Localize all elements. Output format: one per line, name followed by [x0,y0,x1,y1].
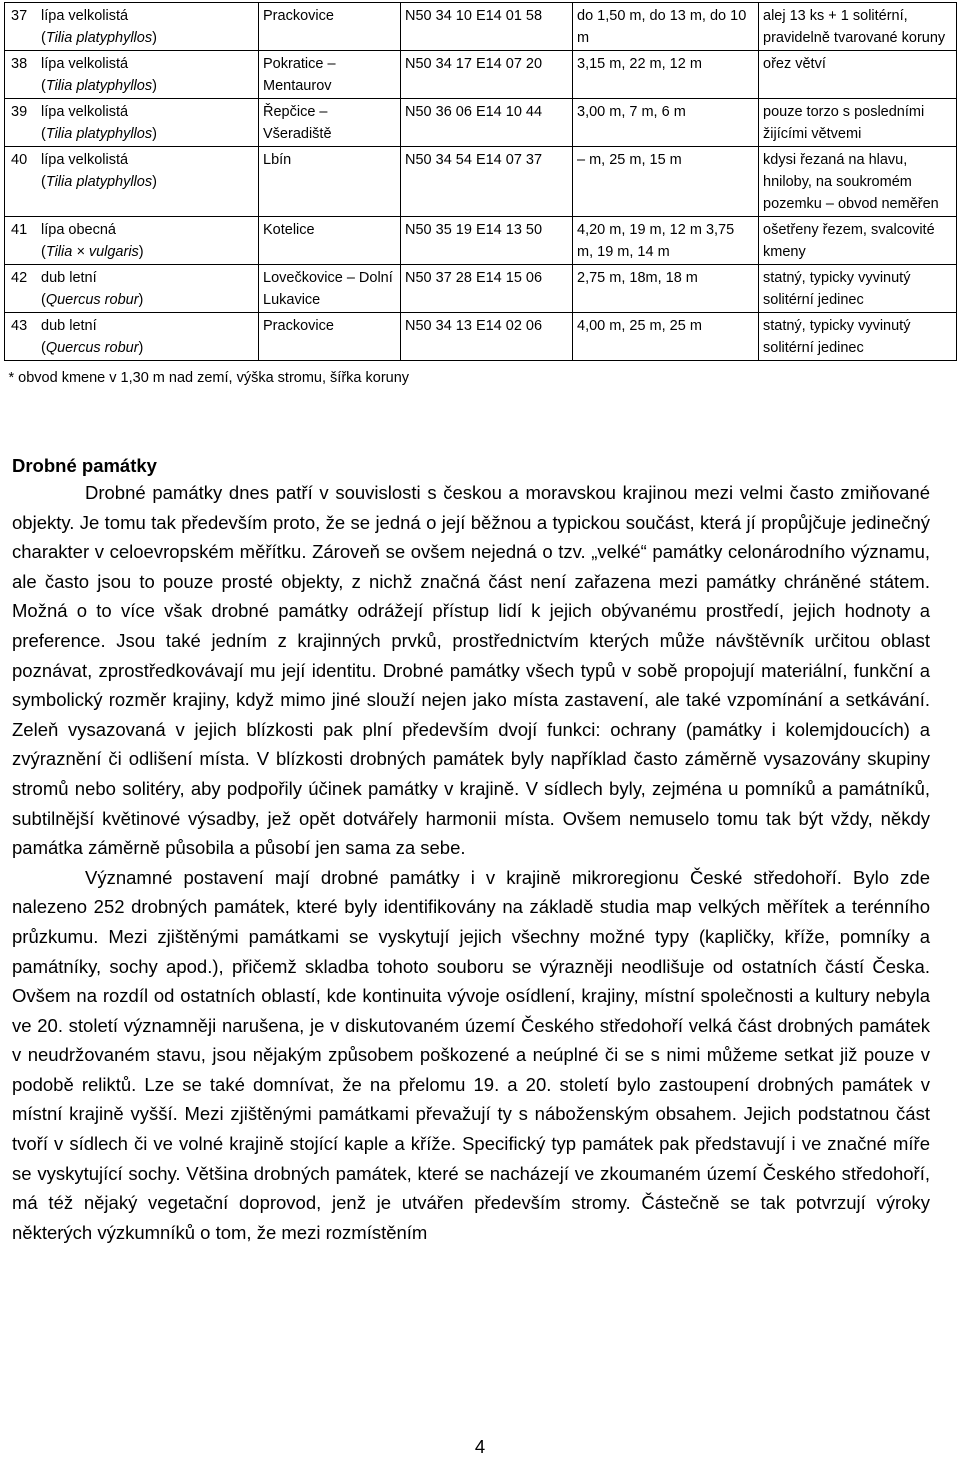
table-footnote: * obvod kmene v 1,30 m nad zemí, výška stromu, šířka koruny [8,370,410,386]
size-cell: 3,15 m, 22 m, 12 m [573,51,759,99]
species-name: dub letní [41,270,97,286]
table-row [5,265,957,313]
row-number: 42 [11,270,28,286]
species-latin: Tilia platyphyllos [45,30,153,46]
row-number: 38 [11,56,28,72]
species-cell: 43 dub letní (Quercus robur) [5,313,259,361]
species-latin: Quercus robur [45,292,139,308]
size-cell: 3,00 m, 7 m, 6 m [573,99,759,147]
note-cell: ošetřeny řezem, svalcovité kmeny [759,217,957,265]
location-cell: Pokratice – Mentaurov [259,51,401,99]
size-cell: 4,20 m, 19 m, 12 m 3,75 m, 19 m, 14 m [573,217,759,265]
note-cell: statný, typicky vyvinutý solitérní jedinec [759,313,957,361]
species-cell: 42 dub letní (Quercus robur) [5,265,259,313]
footnote-row [5,361,957,391]
section-heading: Drobné památky [12,455,157,476]
table-row [5,3,957,51]
location-cell: Lbín [259,147,401,217]
size-cell: do 1,50 m, do 13 m, do 10 m [573,3,759,51]
species-cell: 41 lípa obecná (Tilia × vulgaris) [5,217,259,265]
table-row [5,99,957,147]
gps-cell: N50 34 10 E14 01 58 [401,3,573,51]
size-cell: – m, 25 m, 15 m [573,147,759,217]
paragraph-1: Drobné památky dnes patří v souvislosti s českou a moravskou krajinou mezi velmi často zmiňované objekty. Je tomu tak především proto, že se jedná o její běžnou a typickou součást, která jí propůjčuje jedinečný charakter v celoevropském měřítku. Zároveň se ovšem nejedná o tzv. „velké“ památky celonárodního významu, ale často jsou to pouze prosté objekty, z nichž značná část není zařazena mezi památky chráněné státem. Možná o to více však drobné památky odrážejí přístup lidí k jejich obývanému prostředí, jejich hodnoty a preference. Jsou také jedním z krajinných prvků, prostřednictvím kterých může návštěvník určitou oblast poznávat, zprostředkovávají mu její identitu. Drobné památky všech typů v sobě propojují materiální, funkční a symbolický rozměr krajiny, když mimo jiné slouží nejen jako místa zastavení, ale také vzpomínání a setkávání. Zeleň vysazovaná v jejich blízkosti pak plní především dvojí funkci: ochrany (památky i kolemjdoucích) a zvýraznění či odlišení místa. V blízkosti drobných památek byly například často záměrně vysazovány skupiny stromů nebo solitéry, aby podpořily účinek památky v krajině. V sídlech byly, zejména u pomníků a památníků, subtilnější květinové výsadby, jež opět dotvářely harmonii místa. Ovšem nemuselo tomu tak být vždy, někdy památka záměrně působila a působí jen sama za sebe. [12,482,930,859]
row-number: 37 [11,8,28,24]
species-name: lípa obecná [41,222,116,238]
location-cell: Prackovice [259,3,401,51]
species-latin: Tilia × vulgaris [45,244,139,260]
page-number: 4 [474,1436,486,1457]
gps-cell: N50 37 28 E14 15 06 [401,265,573,313]
location-cell: Řepčice – Všeradiště [259,99,401,147]
location-cell: Prackovice [259,313,401,361]
note-cell: pouze torzo s posledními žijícími větvemi [759,99,957,147]
location-cell: Lovečkovice – Dolní Lukavice [259,265,401,313]
species-cell: 37 lípa velkolistá (Tilia platyphyllos) [5,3,259,51]
species-name: lípa velkolistá [41,152,129,168]
row-number: 40 [11,152,28,168]
row-number: 39 [11,104,28,120]
species-name: dub letní [41,318,97,334]
species-latin: Quercus robur [45,340,139,356]
note-cell: kdysi řezaná na hlavu, hniloby, na soukromém pozemku – obvod neměřen [759,147,957,217]
note-cell: alej 13 ks + 1 solitérní, pravidelně tvarované koruny [759,3,957,51]
small-monuments-section [12,455,930,1247]
row-number: 43 [11,318,28,334]
species-cell: 38 lípa velkolistá (Tilia platyphyllos) [5,51,259,99]
species-latin: Tilia platyphyllos [45,126,153,142]
table-row [5,51,957,99]
table-row [5,147,957,217]
table-row [5,313,957,361]
gps-cell: N50 35 19 E14 13 50 [401,217,573,265]
trees-table-body [5,3,957,391]
species-latin: Tilia platyphyllos [45,78,153,94]
gps-cell: N50 34 13 E14 02 06 [401,313,573,361]
species-name: lípa velkolistá [41,8,129,24]
row-number: 41 [11,222,28,238]
trees-table [4,2,957,390]
species-cell: 39 lípa velkolistá (Tilia platyphyllos) [5,99,259,147]
species-cell: 40 lípa velkolistá (Tilia platyphyllos) [5,147,259,217]
gps-cell: N50 34 17 E14 07 20 [401,51,573,99]
size-cell: 2,75 m, 18m, 18 m [573,265,759,313]
location-cell: Kotelice [259,217,401,265]
note-cell: statný, typicky vyvinutý solitérní jedinec [759,265,957,313]
note-cell: ořez větví [759,51,957,99]
gps-cell: N50 34 54 E14 07 37 [401,147,573,217]
species-name: lípa velkolistá [41,56,129,72]
size-cell: 4,00 m, 25 m, 25 m [573,313,759,361]
gps-cell: N50 36 06 E14 10 44 [401,99,573,147]
paragraph-2: Významné postavení mají drobné památky i v krajině mikroregionu České středohoří. Bylo zde nalezeno 252 drobných památek, které byly identifikovány na základě studia map velkých měřítek a terénního průzkumu. Mezi zjištěnými památkami se vyskytují jejich všechny možné typy (kapličky, kříže, pomníky a památníky, sochy apod.), přičemž skladba tohoto souboru se výrazněji neodlišuje od ostatních částí Česka. Ovšem na rozdíl od ostatních oblastí, kde kontinuita vývoje osídlení, krajiny, místní společnosti a kultury nebyla ve 20. století významněji narušena, je v diskutovaném území Českého středohoří velká část drobných památek v neudržovaném stavu, jsou nějakým způsobem poškozené a neúplné či se s nimi můžeme setkat již pouze v podobě reliktů. Lze se také domnívat, že na přelomu 19. a 20. století bylo zastoupení drobných památek v místní krajině vyšší. Mezi zjištěnými památkami převažují ty s náboženským obsahem. Jejich podstatnou část tvoří v sídlech či ve volné krajině stojící kaple a kříže. Specifický typ památek pak představují i ve značné míře se vyskytující sochy. Většina drobných památek, které se nacházejí ve zkoumaném území Českého středohoří, má též nějaký vegetační doprovod, jenž je utvářen především stromy. Částečně se tak potvrzují výroky některých výzkumníků o tom, že mezi rozmístěním [12,866,930,1243]
species-name: lípa velkolistá [41,104,129,120]
species-latin: Tilia platyphyllos [45,174,153,190]
table-row [5,217,957,265]
